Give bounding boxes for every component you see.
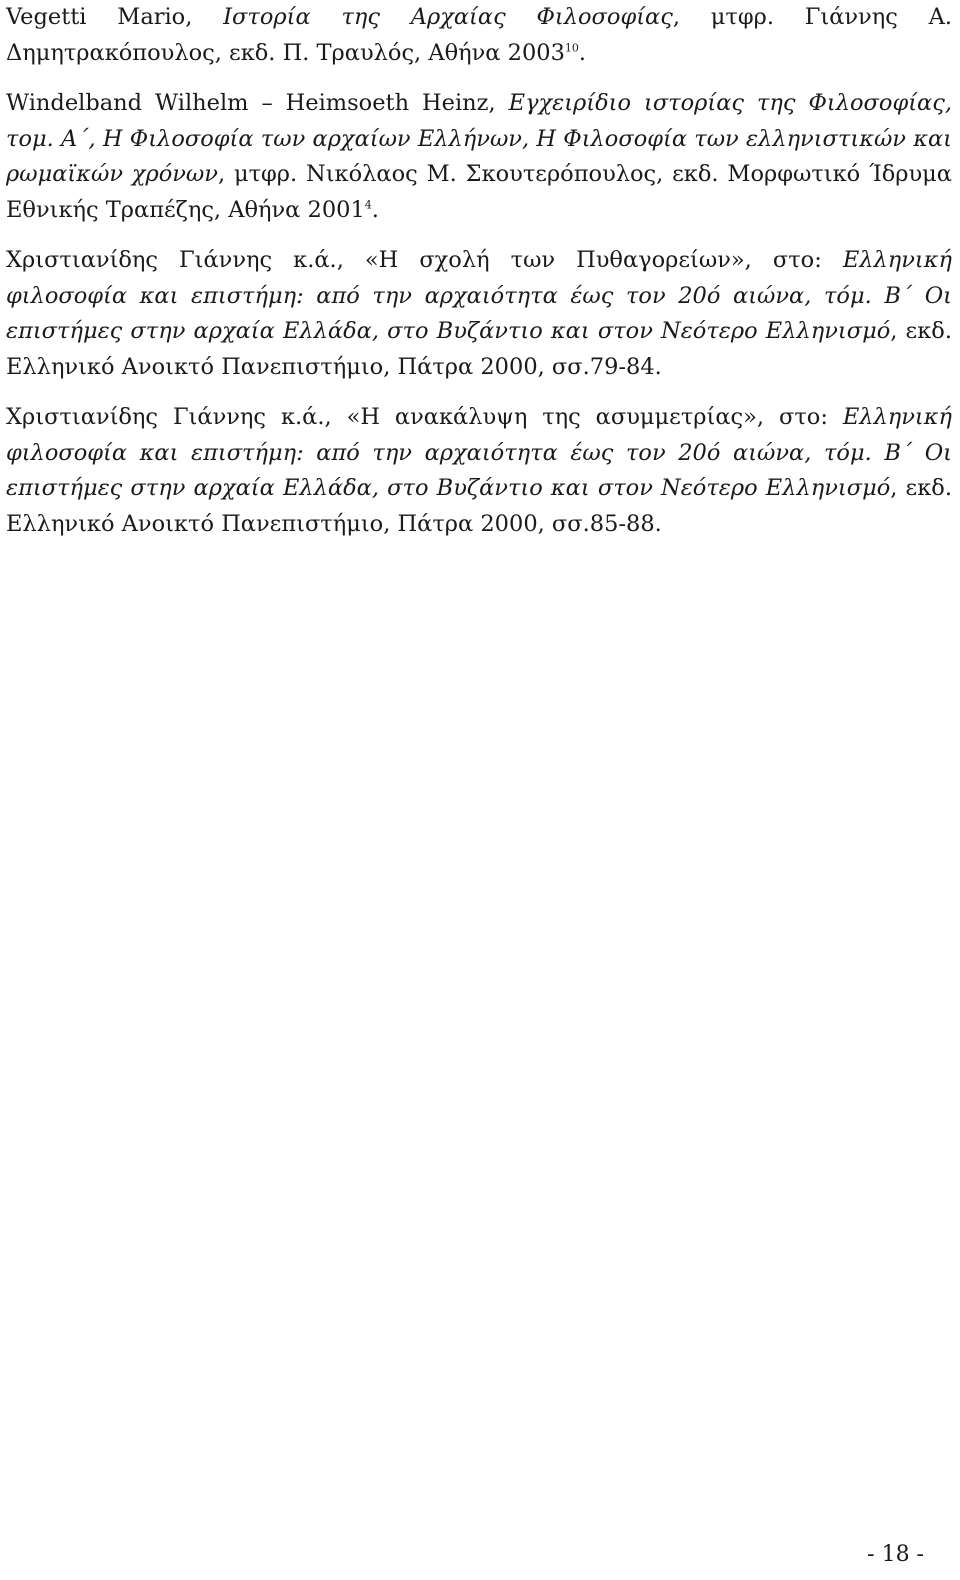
reference-publication: , εκδ. Ελληνικό Ανοικτό Πανεπιστήμιο, Πάτρα 2000, σσ.85-88.	[6, 475, 952, 537]
reference-end: .	[578, 39, 587, 66]
reference-author: Windelband Wilhelm – Heimsoeth Heinz,	[6, 90, 509, 116]
reference-end: .	[371, 196, 379, 223]
reference-publication: , μτφρ. Νικόλαος Μ. Σκουτερόπουλος, εκδ. Μορφωτικό Ίδρυμα Εθνικής Τραπέζης, Αθήνα 2001	[6, 161, 952, 223]
page-number: - 18 -	[867, 1542, 924, 1567]
reference-title: Ελληνική φιλοσοφία και επιστήμη: από την αρχαιότητα έως τον 20ό αιώνα, τόμ. Β΄ Οι επιστήμες στην αρχαία Ελλάδα, στο Βυζάντιο και στον Νεότερο Ελληνισμό	[6, 247, 952, 344]
reference-author: Vegetti Mario,	[6, 4, 224, 30]
reference-vegetti	[6, 0, 952, 71]
bibliography-page	[6, 0, 952, 557]
reference-author: Χριστιανίδης Γιάννης κ.ά., «Η σχολή των Πυθαγορείων», στο:	[6, 247, 843, 273]
reference-publication: , εκδ. Ελληνικό Ανοικτό Πανεπιστήμιο, Πάτρα 2000, σσ.79-84.	[6, 318, 952, 380]
reference-title: Ελληνική φιλοσοφία και επιστήμη: από την αρχαιότητα έως τον 20ό αιώνα, τόμ. Β΄ Οι επιστήμες στην αρχαία Ελλάδα, στο Βυζάντιο και στον Νεότερο Ελληνισμό	[6, 404, 952, 501]
edition-superscript: 4	[364, 198, 372, 211]
edition-superscript: 10	[564, 41, 579, 54]
reference-christianidis-pythagoreans	[6, 243, 952, 385]
reference-title: Εγχειρίδιο ιστορίας της Φιλοσοφίας, τομ. Α΄, Η Φιλοσοφία των αρχαίων Ελλήνων, Η Φιλοσοφία των ελληνιστικών και ρωμαϊκών χρόνων	[6, 90, 952, 187]
reference-author: Χριστιανίδης Γιάννης κ.ά., «Η ανακάλυψη της ασυμμετρίας», στο:	[6, 404, 843, 430]
reference-publication: , μτφρ. Γιάννης Α. Δημητρακόπουλος, εκδ. Π. Τραυλός, Αθήνα 2003	[6, 4, 953, 66]
reference-christianidis-incommensurability	[6, 400, 952, 542]
reference-windelband	[6, 86, 952, 228]
reference-title: Ιστορία της Αρχαίας Φιλοσοφίας	[223, 4, 673, 30]
